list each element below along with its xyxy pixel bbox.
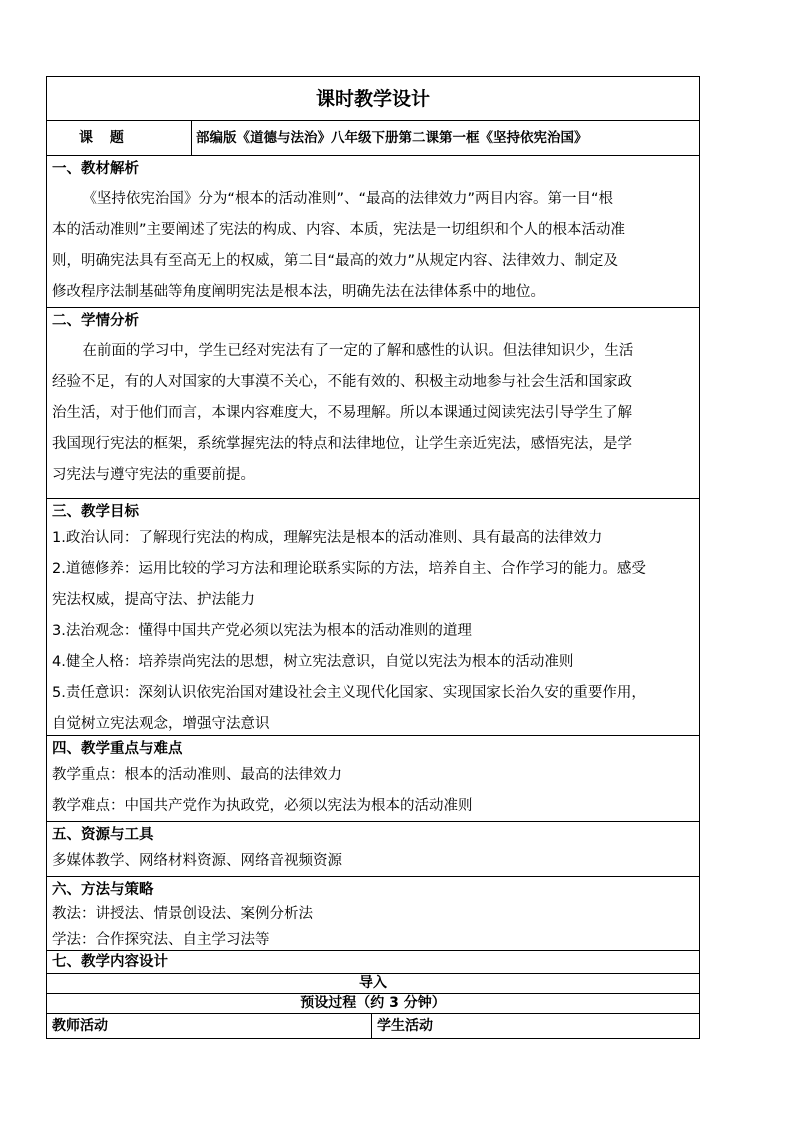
section-heading: 三、教学目标 bbox=[52, 504, 139, 520]
subject-value: 部编版《道德与法治》八年级下册第二课第一框《坚持依宪治国》 bbox=[196, 130, 588, 146]
intro-row: 导入 bbox=[47, 974, 699, 994]
section-heading: 七、教学内容设计 bbox=[52, 954, 168, 970]
text-line: 多媒体教学、网络材料资源、网络音视频资源 bbox=[52, 853, 342, 869]
text-line: 在前面的学习中，学生已经对宪法有了一定的了解和感性的认识。但法律知识少，生活 bbox=[82, 343, 634, 359]
subject-label: 课 题 bbox=[47, 121, 192, 155]
text-line: 则，明确宪法具有至高无上的权威，第二目“最高的效力”从规定内容、法律效力、制定及 bbox=[52, 253, 619, 269]
section-body bbox=[52, 523, 694, 740]
section-content-design bbox=[47, 951, 699, 974]
section-teaching-goals bbox=[47, 499, 699, 736]
text-line: 教学重点：根本的活动准则、最高的法律效力 bbox=[52, 767, 342, 783]
text-line: 教法：讲授法、情景创设法、案例分析法 bbox=[52, 906, 313, 922]
section-textbook-analysis bbox=[47, 156, 699, 308]
teacher-activity-header: 教师活动 bbox=[47, 1014, 372, 1038]
text-line: 教学难点：中国共产党作为执政党，必须以宪法为根本的活动准则 bbox=[52, 798, 473, 814]
text-line: 本的活动准则”主要阐述了宪法的构成、内容、本质，宪法是一切组织和个人的根本活动准 bbox=[52, 222, 626, 238]
section-heading: 六、方法与策略 bbox=[52, 882, 154, 898]
section-body bbox=[52, 180, 694, 308]
section-resources bbox=[47, 822, 699, 877]
section-key-points bbox=[47, 736, 699, 822]
text-line: 经验不足，有的人对国家的大事漠不关心，不能有效的、积极主动地参与社会生活和国家政 bbox=[52, 374, 632, 390]
student-activity-header: 学生活动 bbox=[377, 1018, 433, 1034]
subject-row bbox=[47, 121, 699, 156]
section-body bbox=[52, 332, 694, 491]
section-heading: 一、教材解析 bbox=[52, 161, 139, 177]
section-methods bbox=[47, 877, 699, 951]
activity-header-row bbox=[47, 1014, 699, 1038]
document-title: 课时教学设计 bbox=[47, 77, 699, 121]
section-learner-analysis bbox=[47, 308, 699, 499]
process-row: 预设过程（约 3 分钟） bbox=[47, 994, 699, 1014]
text-line: 修改程序法制基础等角度阐明宪法是根本法，明确先法在法律体系中的地位。 bbox=[52, 284, 545, 300]
text-line: 习宪法与遵守宪法的重要前提。 bbox=[52, 467, 255, 483]
text-line: 5.责任意识：深刻认识依宪治国对建设社会主义现代化国家、实现国家长治久安的重要作用， bbox=[52, 685, 646, 701]
text-line: 治生活，对于他们而言，本课内容难度大，不易理解。所以本课通过阅读宪法引导学生了解 bbox=[52, 405, 632, 421]
text-line: 宪法权威，提高守法、护法能力 bbox=[52, 592, 255, 608]
text-line: 《坚持依宪治国》分为“根本的活动准则”、“最高的法律效力”两目内容。第一目“根 bbox=[82, 191, 613, 207]
text-line: 学法：合作探究法、自主学习法等 bbox=[52, 932, 270, 948]
section-heading: 四、教学重点与难点 bbox=[52, 741, 183, 757]
text-line: 我国现行宪法的框架，系统掌握宪法的特点和法律地位，让学生亲近宪法，感悟宪法，是学 bbox=[52, 436, 632, 452]
text-line: 3.法治观念：懂得中国共产党必须以宪法为根本的活动准则的道理 bbox=[52, 623, 472, 639]
text-line: 1.政治认同：了解现行宪法的构成，理解宪法是根本的活动准则、具有最高的法律效力 bbox=[52, 530, 603, 546]
section-heading: 五、资源与工具 bbox=[52, 827, 154, 843]
text-line: 自觉树立宪法观念，增强守法意识 bbox=[52, 716, 270, 732]
section-heading: 二、学情分析 bbox=[52, 313, 139, 329]
lesson-plan-table bbox=[46, 76, 700, 1039]
text-line: 2.道德修养：运用比较的学习方法和理论联系实际的方法，培养自主、合作学习的能力。感受 bbox=[52, 561, 646, 577]
text-line: 4.健全人格：培养崇尚宪法的思想，树立宪法意识，自觉以宪法为根本的活动准则 bbox=[52, 654, 574, 670]
